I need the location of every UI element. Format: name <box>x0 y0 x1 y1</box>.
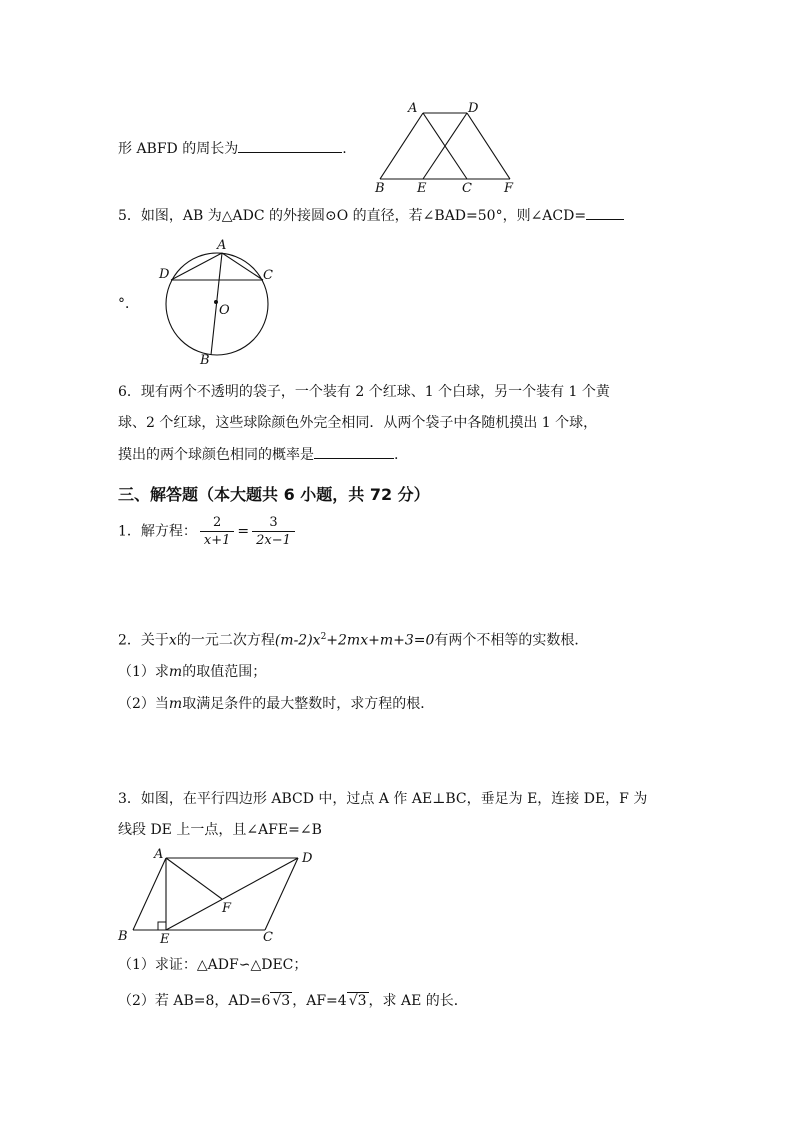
label-D: D <box>468 101 479 116</box>
problem-2-sub2 <box>118 694 434 714</box>
problem-1-prefix: 1．解方程： <box>118 523 197 540</box>
problem-2-mid: 的一元二次方程 <box>176 632 275 649</box>
problem-2-prefix: 2．关于 <box>118 632 169 649</box>
sub2-b: 取满足条件的最大整数时，求方程的根． <box>182 696 435 712</box>
label-F: F <box>504 181 514 196</box>
fraction-right <box>252 514 295 549</box>
label-C: C <box>462 181 472 196</box>
sub1-b: 的取值范围； <box>182 664 267 680</box>
label-B: B <box>118 929 128 944</box>
problem-3-sub1: （1）求证：△ADF∽△DEC； <box>118 957 308 973</box>
section-heading: 三、解答题（本大题共 6 小题，共 72 分） <box>118 485 430 504</box>
sqrt-2: √3 <box>348 993 367 1009</box>
q6-line3 <box>118 444 398 465</box>
q6-end: . <box>394 447 399 463</box>
label-C: C <box>263 268 273 283</box>
var-m: m <box>168 696 183 712</box>
q6-line1: 6．现有两个不透明的袋子，一个装有 2 个红球、1 个白球，另一个装有 1 个黄 <box>118 384 610 400</box>
sub2-a: （2）当 <box>118 696 169 712</box>
problem-1 <box>118 514 298 549</box>
label-E: E <box>160 932 170 946</box>
sub2-c: ，求 AE 的长． <box>368 993 468 1009</box>
problem-2 <box>118 627 588 651</box>
var-m: m <box>168 664 183 680</box>
sqrt-1-value: 3 <box>281 993 291 1009</box>
problem-3-line1: 3．如图，在平行四边形 ABCD 中，过点 A 作 AE⊥BC，垂足为 E，连接 DE，F 为 <box>118 791 648 807</box>
figure-circle <box>155 236 280 368</box>
q4-tail-text: 形 ABFD 的周长为 <box>118 141 239 157</box>
denominator-1: x+1 <box>203 533 231 548</box>
equation-part-a: (m-2)x <box>274 632 321 649</box>
q4-answer-blank[interactable] <box>238 138 342 153</box>
exponent: 2 <box>320 632 327 642</box>
equation-part-b: +2mx+m+3=0 <box>326 632 435 649</box>
var-x: x <box>168 632 177 649</box>
q6-line2: 球、2 个红球，这些球除颜色外完全相同．从两个袋子中各随机摸出 1 个球， <box>118 415 598 431</box>
q4-tail-end: . <box>342 141 347 157</box>
label-B: B <box>375 181 385 196</box>
label-A: A <box>217 238 227 253</box>
label-O: O <box>219 303 230 318</box>
numerator-1: 2 <box>200 514 235 532</box>
q6-answer-blank[interactable] <box>314 444 394 459</box>
q4-tail-line <box>118 138 347 159</box>
figure-parallelogram-abcd <box>112 846 322 946</box>
sub2-a: （2）若 AB=8，AD=6 <box>118 993 271 1009</box>
label-F: F <box>222 901 232 916</box>
numerator-2: 3 <box>252 514 295 532</box>
equals-sign: = <box>237 523 250 540</box>
problem-2-sub1 <box>118 662 266 682</box>
sub2-b: ，AF=4 <box>292 993 347 1009</box>
label-B: B <box>200 353 210 368</box>
q5-answer-blank[interactable] <box>586 205 624 220</box>
problem-3-line2: 线段 DE 上一点，且∠AFE=∠B <box>118 822 322 838</box>
figure-parallelograms <box>370 98 520 196</box>
fraction-left <box>200 514 235 549</box>
problem-3-sub2 <box>118 991 468 1011</box>
sqrt-2-value: 3 <box>357 993 367 1009</box>
sqrt-1: √3 <box>272 993 291 1009</box>
q5-tail: °． <box>118 296 139 312</box>
label-D: D <box>302 851 313 866</box>
q5-text: 5．如图，AB 为△ADC 的外接圆⊙O 的直径，若∠BAD=50°，则∠ACD= <box>118 208 587 224</box>
label-C: C <box>263 930 273 945</box>
sub1-a: （1）求 <box>118 664 169 680</box>
label-A: A <box>408 101 418 116</box>
label-E: E <box>417 181 427 196</box>
label-A: A <box>154 847 164 862</box>
label-D: D <box>159 267 170 282</box>
q6-line3-text: 摸出的两个球颜色相同的概率是 <box>118 447 314 463</box>
q5-line <box>118 205 624 226</box>
problem-2-suffix: 有两个不相等的实数根． <box>434 632 589 649</box>
denominator-2: 2x−1 <box>256 533 291 548</box>
